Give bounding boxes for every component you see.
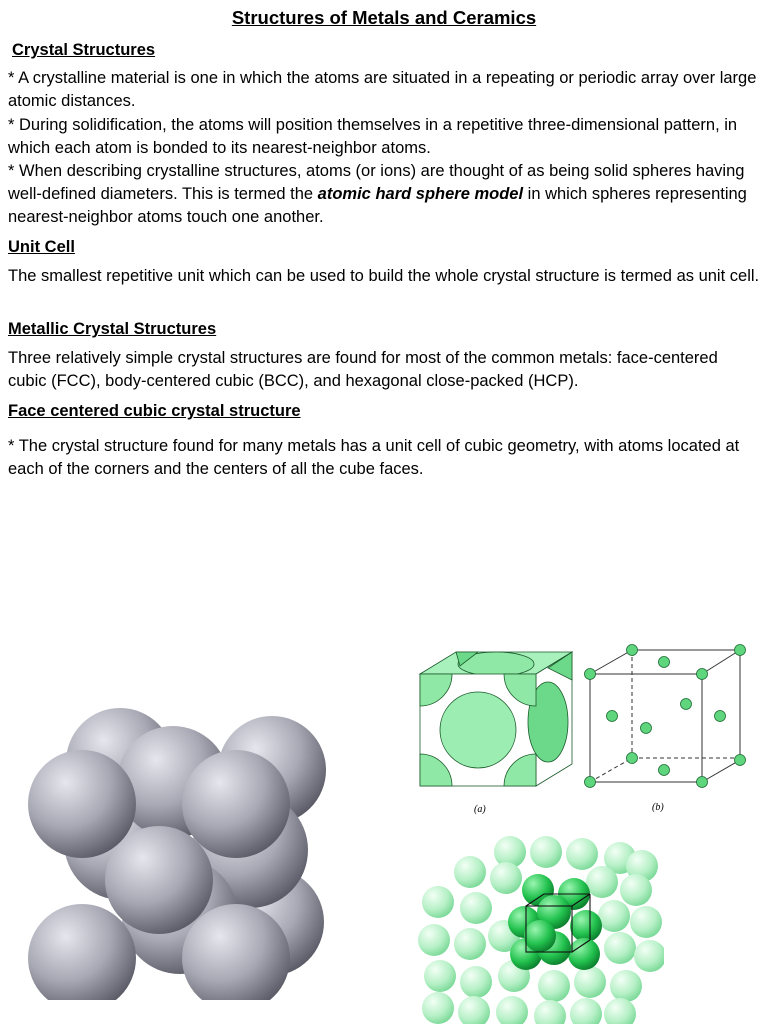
hard-sphere-text-1: * When describing crystalline structures, atoms (or ions) are thought of as being solid spheres having well-defined diameters. This is termed the [8,162,745,203]
sphere-front-center [105,826,213,934]
caption-a: (a) [474,804,486,815]
heading-fcc: Face centered cubic crystal structure [8,402,301,420]
fcc-lattice-figure [414,836,664,1024]
heading-crystal-structures: Crystal Structures [12,41,156,59]
paragraph-hard-sphere [8,160,760,229]
heading-metallic-crystal-structures: Metallic Crystal Structures [8,320,217,338]
page-title: Structures of Metals and Ceramics [231,7,537,28]
front-face-atom [440,692,516,768]
caption-b: (b) [652,802,664,813]
paragraph-crystalline-definition: * A crystalline material is one in which the atoms are situated in a repeating or periodic array over large atomic distances. [8,69,757,110]
sphere-front-bottom-left [28,904,136,1000]
hard-sphere-emphasis: atomic hard sphere model [317,185,524,203]
paragraph-fcc: * The crystal structure found for many metals has a unit cell of cubic geometry, with atoms located at each of the corners and the centers of all the cube faces. [8,437,740,478]
paragraph-solidification: * During solidification, the atoms will position themselves in a repetitive three-dimensional pattern, in which each atom is bonded to its nearest-neighbor atoms. [8,116,738,157]
heading-unit-cell: Unit Cell [8,238,75,256]
fcc-cut-sphere-unit-cell [416,644,576,819]
hard-sphere-text-2: in which spheres representing nearest-neighbor atoms touch one another. [8,185,747,226]
highlighted-unit-cell-atoms [508,874,602,970]
paragraph-metallic: Three relatively simple crystal structures are found for most of the common metals: face-centered cubic (FCC), body-centered cubic (BCC), and hexagonal close-packed (HCP). [8,349,718,390]
fcc-reduced-sphere-unit-cell [582,640,752,818]
fcc-hard-sphere-figure [20,700,340,1000]
sphere-front-top-left [28,750,136,858]
paragraph-unit-cell: The smallest repetitive unit which can be used to build the whole crystal structure is termed as unit cell. [8,267,760,285]
sphere-front-top-right [182,750,290,858]
